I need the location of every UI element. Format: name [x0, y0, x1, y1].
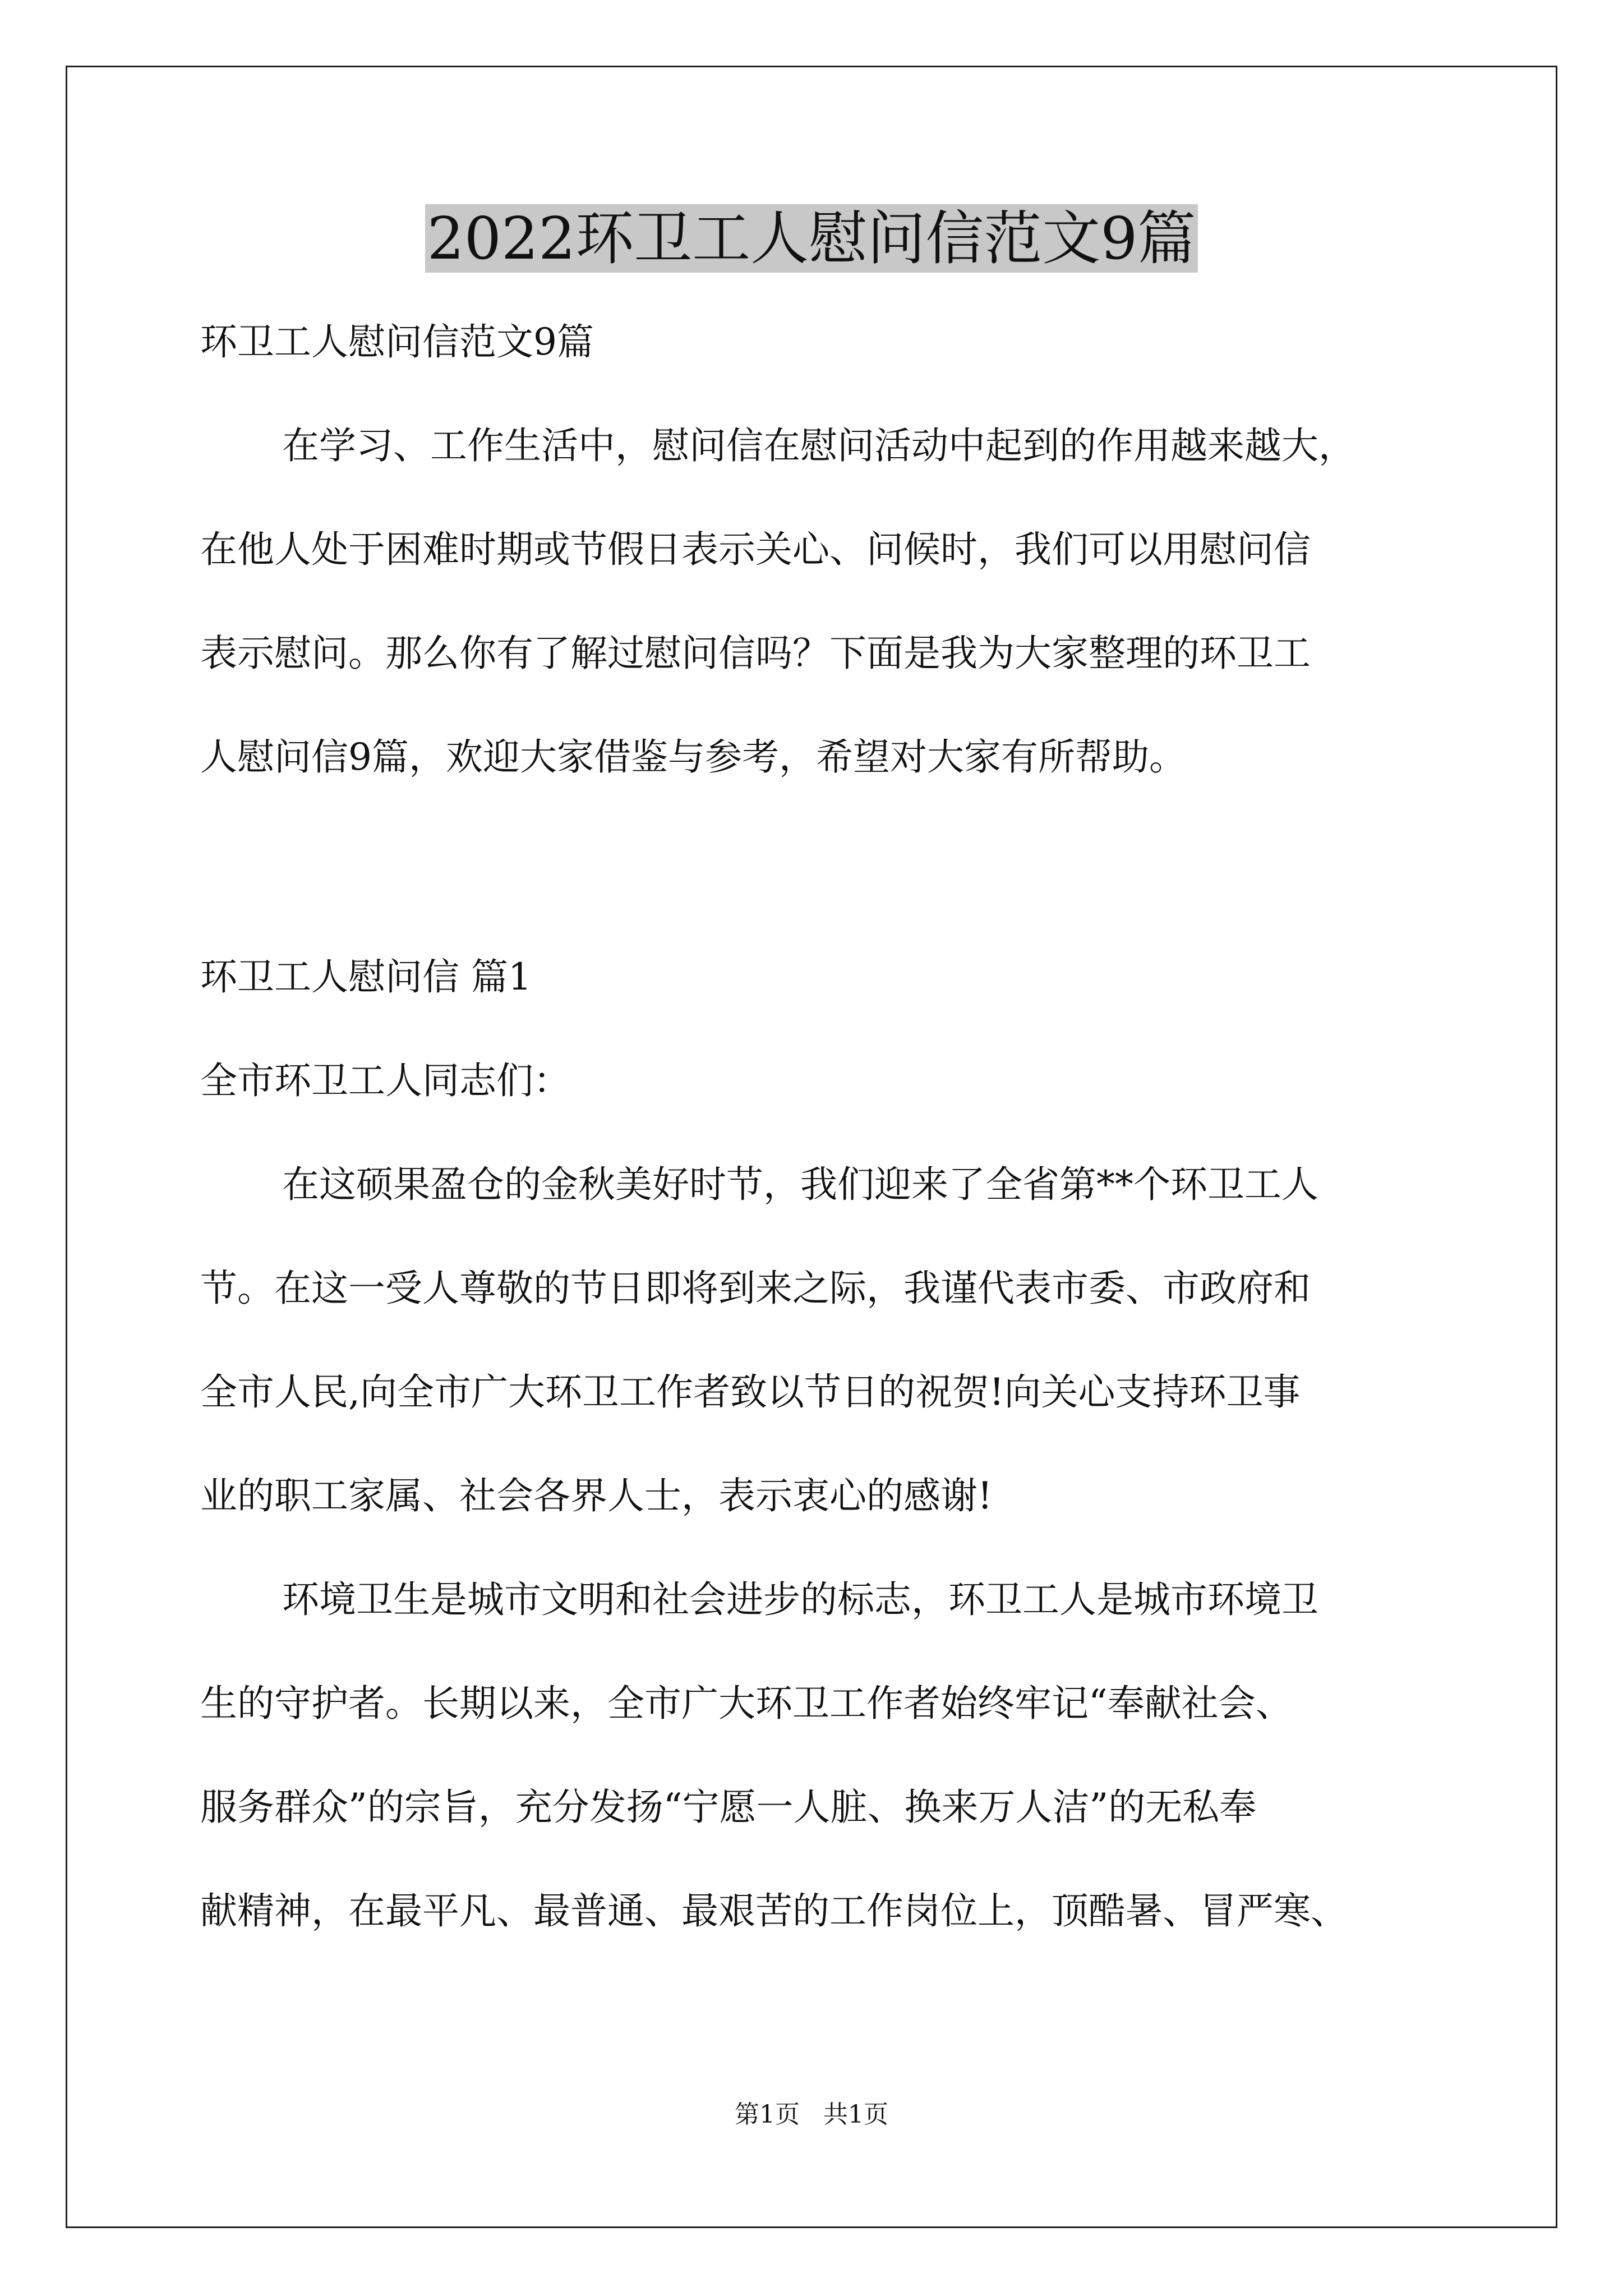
intro-line: 表示慰问。那么你有了解过慰问信吗？下面是我为大家整理的环卫工 — [200, 632, 1311, 675]
paragraph2-line: 生的守护者。长期以来，全市广大环卫工作者始终牢记“奉献社会、 — [200, 1682, 1293, 1725]
paragraph2-line: 服务群众”的宗旨，充分发扬“宁愿一人脏、换来万人洁”的无私奉 — [200, 1786, 1257, 1829]
section-heading: 环卫工人慰问信 篇1 — [200, 955, 532, 999]
paragraph2-line: 献精神，在最平凡、最普通、最艰苦的工作岗位上，顶酷暑、冒严寒、 — [200, 1889, 1348, 1932]
document-title — [0, 199, 1623, 278]
intro-line: 在他人处于困难时期或节假日表示关心、问候时，我们可以用慰问信 — [200, 528, 1311, 571]
intro-line: 在学习、工作生活中，慰问信在慰问活动中起到的作用越来越大， — [282, 424, 1355, 467]
paragraph1-line: 全市人民,向全市广大环卫工作者致以节日的祝贺!向关心支持环卫事 — [200, 1370, 1301, 1414]
page-footer: 第1页 共1页 — [735, 2100, 888, 2129]
paragraph1-line: 在这硕果盈仓的金秋美好时节，我们迎来了全省第**个环卫工人 — [282, 1163, 1318, 1206]
document-subtitle: 环卫工人慰问信范文9篇 — [200, 320, 594, 364]
paragraph1-line: 业的职工家属、社会各界人士，表示衷心的感谢! — [200, 1474, 993, 1517]
paragraph2-line: 环境卫生是城市文明和社会进步的标志，环卫工人是城市环境卫 — [282, 1578, 1318, 1621]
salutation: 全市环卫工人同志们： — [200, 1059, 570, 1102]
document-title-text: 2022环卫工人慰问信范文9篇 — [425, 204, 1198, 273]
paragraph1-line: 节。在这一受人尊敬的节日即将到来之际，我谨代表市委、市政府和 — [200, 1267, 1311, 1310]
intro-line: 人慰问信9篇，欢迎大家借鉴与参考，希望对大家有所帮助。 — [200, 735, 1186, 779]
